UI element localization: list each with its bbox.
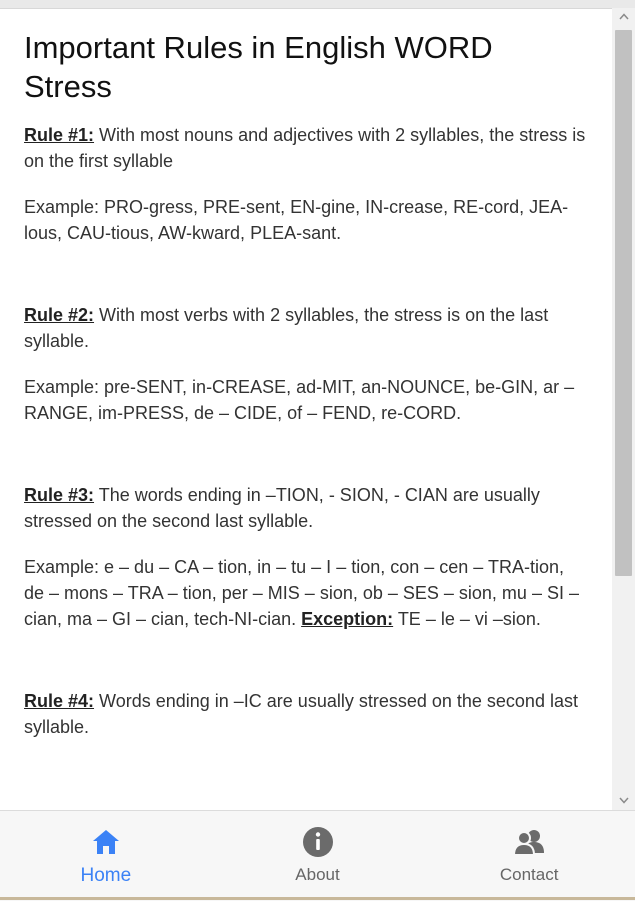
rule-1-text: With most nouns and adjectives with 2 syllables, the stress is on the first syllable: [24, 125, 586, 171]
content-area[interactable]: [0, 8, 612, 810]
bottom-navigation: [0, 810, 635, 901]
info-icon: [301, 825, 335, 859]
home-icon: [89, 825, 123, 859]
nav-home-label: Home: [80, 865, 132, 886]
page-title: Important Rules in English WORD Stress: [24, 30, 493, 104]
rule-3-example-text: Example: e – du – CA – tion, in – tu – I – tion, con – cen – TRA-tion, de – mons – TRA – tion, per – MIS – sion, ob – SES – sion, mu – SI – cian, ma – GI – cian, tech-NI-cian.: [24, 557, 579, 629]
rule-3-label: Rule #3:: [24, 485, 95, 505]
vertical-scrollbar[interactable]: [612, 8, 635, 810]
nav-contact[interactable]: [423, 811, 635, 901]
rule-1-label: Rule #1:: [24, 125, 95, 145]
nav-contact-label: Contact: [499, 865, 559, 884]
nav-about-label: About: [295, 865, 340, 884]
rule-3: [24, 482, 588, 534]
rule-3-text: The words ending in –TION, - SION, - CIAN are usually stressed on the second last syllable.: [24, 485, 540, 531]
rule-4-text: Words ending in –IC are usually stressed on the second last syllable.: [24, 691, 578, 737]
rule-3-example: [24, 554, 588, 632]
nav-home[interactable]: [0, 811, 212, 901]
nav-about[interactable]: [212, 811, 424, 901]
rule-2-label: Rule #2:: [24, 305, 95, 325]
exception-text: TE – le – vi –sion.: [393, 609, 541, 629]
rule-2: [24, 302, 588, 354]
scroll-thumb[interactable]: [615, 30, 632, 576]
scroll-up-arrow-icon[interactable]: [612, 8, 635, 26]
rule-2-text: With most verbs with 2 syllables, the stress is on the last syllable.: [24, 305, 549, 351]
contacts-icon: [512, 825, 546, 859]
scroll-down-arrow-icon[interactable]: [612, 792, 635, 810]
exception-label: Exception:: [301, 609, 394, 629]
rule-1-example: Example: PRO-gress, PRE-sent, EN-gine, IN-crease, RE-cord, JEA-lous, CAU-tious, AW-kward, PLEA-sant.: [24, 197, 569, 243]
rule-4: [24, 688, 588, 740]
rule-1: [24, 122, 588, 174]
rule-4-label: Rule #4:: [24, 691, 95, 711]
rule-2-example: Example: pre-SENT, in-CREASE, ad-MIT, an-NOUNCE, be-GIN, ar – RANGE, im-PRESS, de – CIDE, of – FEND, re-CORD.: [24, 377, 575, 423]
